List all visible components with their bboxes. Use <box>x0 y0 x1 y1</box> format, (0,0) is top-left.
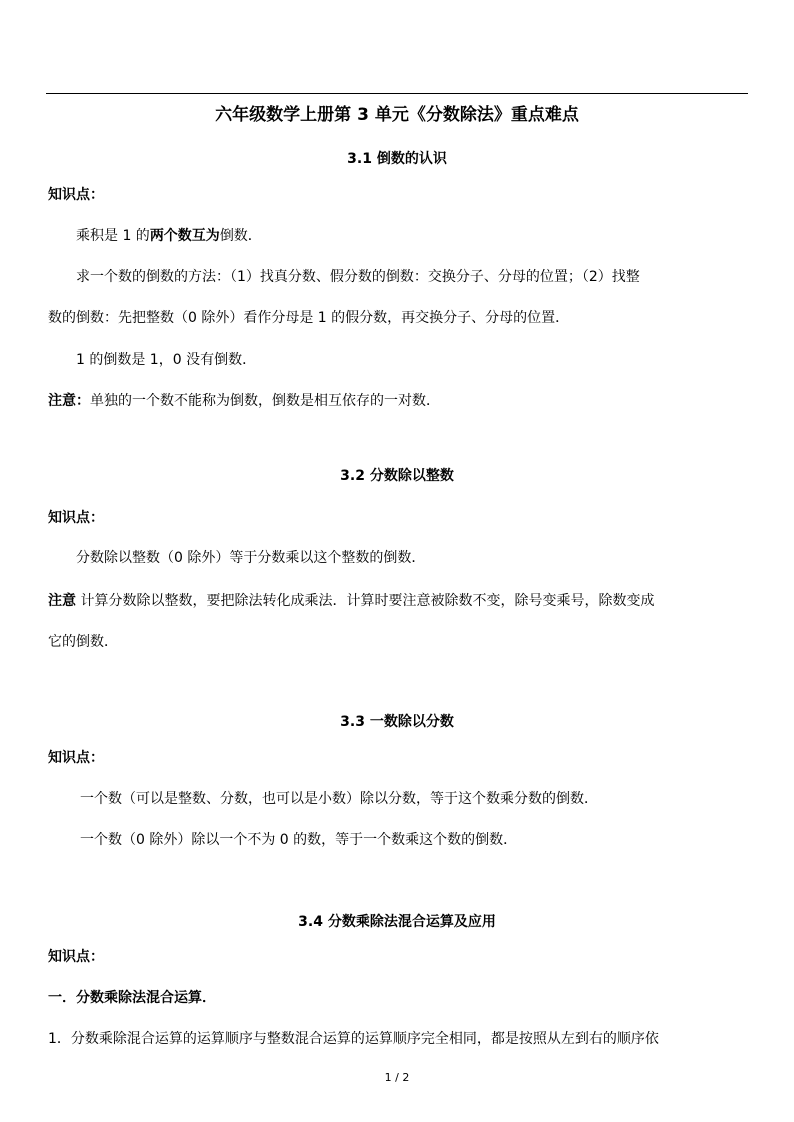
paragraph-method-line-1: 求一个数的倒数的方法：（1）找真分数、假分数的倒数：交换分子、分母的位置；（2）找整 <box>76 269 640 285</box>
paragraph-method-line-2: 数的倒数：先把整数（0 除外）看作分母是 1 的假分数，再交换分子、分母的位置． <box>48 310 570 326</box>
paragraph-number-div-nonzero: 一个数（0 除外）除以一个不为 0 的数，等于一个数乘这个数的倒数． <box>80 832 518 848</box>
note-label: 注意 <box>48 593 76 609</box>
note-label: 注意： <box>48 393 90 409</box>
note-3-2-line-2: 它的倒数． <box>48 634 118 650</box>
section-heading-3-4: 3.4 分数乘除法混合运算及应用 <box>298 914 496 930</box>
paragraph-reciprocal-definition <box>76 225 262 247</box>
knowledge-label: 知识点： <box>48 187 104 203</box>
page-number: 1 / 2 <box>384 1071 410 1084</box>
section-heading-3-1: 3.1 倒数的认识 <box>347 151 447 167</box>
note-text: 单独的一个数不能称为倒数，倒数是相互依存的一对数． <box>90 393 440 409</box>
text-span: 乘积是 1 的 <box>76 228 150 244</box>
subheading-mixed-operations: 一．分数乘除法混合运算． <box>48 990 216 1006</box>
text-span: 倒数． <box>219 228 262 244</box>
note-3-1 <box>48 390 440 412</box>
section-heading-3-3: 3.3 一数除以分数 <box>340 714 454 730</box>
paragraph-number-div-fraction: 一个数（可以是整数、分数，也可以是小数）除以分数，等于这个数乘分数的倒数． <box>80 791 598 807</box>
paragraph-fraction-div-integer: 分数除以整数（0 除外）等于分数乘以这个整数的倒数． <box>76 550 426 566</box>
document-title: 六年级数学上册第 3 单元《分数除法》重点难点 <box>215 105 579 125</box>
note-3-2-line-1 <box>48 590 654 612</box>
note-text: 计算分数除以整数，要把除法转化成乘法．计算时要注意被除数不变，除号变乘号，除数变成 <box>76 593 655 609</box>
list-item-1: 1．分数乘除混合运算的运算顺序与整数混合运算的运算顺序完全相同，都是按照从左到右的顺序依 <box>48 1031 659 1047</box>
knowledge-label: 知识点： <box>48 510 104 526</box>
knowledge-label: 知识点： <box>48 750 104 766</box>
header-rule <box>46 93 748 94</box>
bold-text: 两个数互为 <box>149 228 220 244</box>
knowledge-label: 知识点： <box>48 949 104 965</box>
section-heading-3-2: 3.2 分数除以整数 <box>340 468 454 484</box>
paragraph-one-and-zero: 1 的倒数是 1，0 没有倒数． <box>76 352 257 368</box>
